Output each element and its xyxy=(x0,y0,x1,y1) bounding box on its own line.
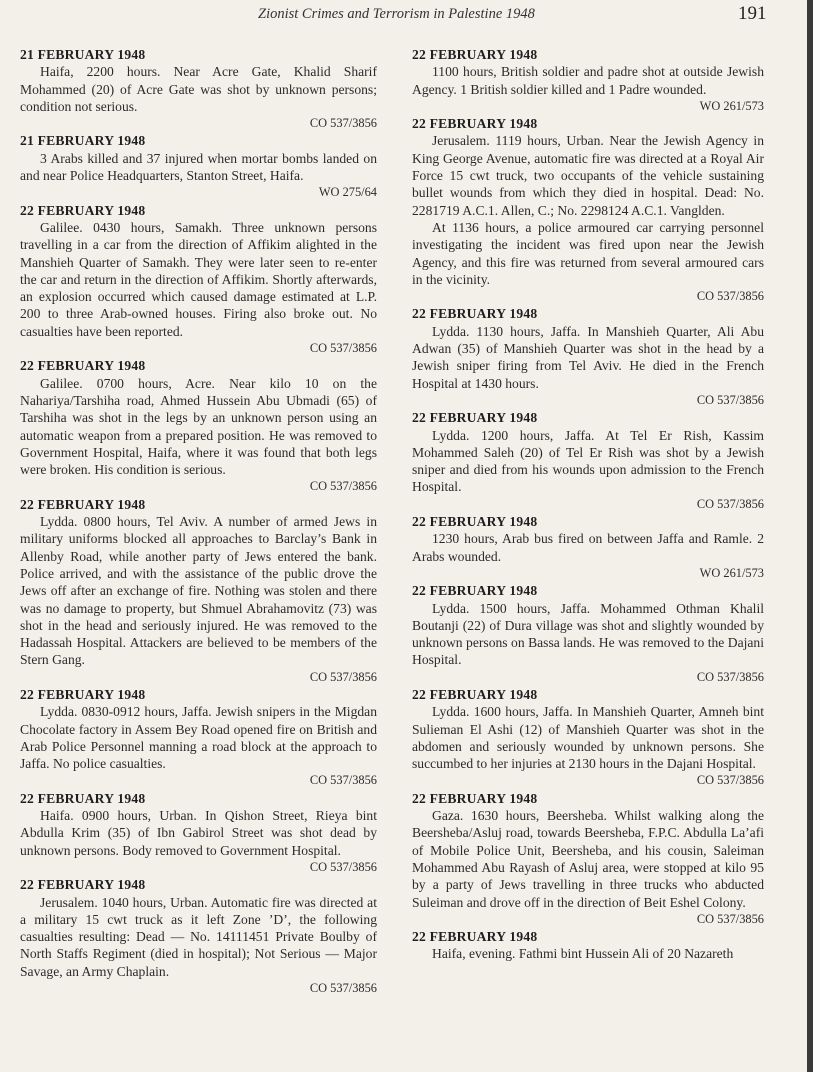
entry-paragraph: 1230 hours, Arab bus fired on between Jaffa and Ramle. 2 Arabs wounded. xyxy=(412,531,764,564)
entry-paragraph: Lydda. 0830-0912 hours, Jaffa. Jewish snipers in the Migdan Chocolate factory in Assem Bey Road opened fire on British and Arab Police Personnel manning a road block at the approach to Jaffa. No police casualties. xyxy=(20,704,377,772)
archive-reference: CO 537/3856 xyxy=(309,669,377,684)
entry-paragraph: Gaza. 1630 hours, Beersheba. Whilst walking along the Beersheba/Asluj road, towards Beersheba, F.P.C. Abdulla La’afi of Mobile Police Unit, Beersheba, and his cousin, Saleiman Mohammed Abu Rayash of Asluj area, were stopped at kilo 95 by a party of Jews travelling in three trucks who abducted Suleiman and drove off in the direction of Beit Eshel Colony. xyxy=(412,808,764,910)
entry-paragraph: At 1136 hours, a police armoured car carrying personnel investigating the incident was fired upon near the Jewish Agency, and this fire was returned from several armoured cars in the vicinity. xyxy=(412,219,764,287)
archive-reference: CO 537/3856 xyxy=(696,911,764,926)
entry-date: 22 FEBRUARY 1948 xyxy=(412,116,538,132)
entry-body xyxy=(20,703,377,772)
entry-date: 22 FEBRUARY 1948 xyxy=(20,202,146,218)
entry-paragraph: Haifa, 2200 hours. Near Acre Gate, Khalid Sharif Mohammed (20) of Acre Gate was shot by unknown persons; condition not serious. xyxy=(20,64,377,114)
entry-date: 22 FEBRUARY 1948 xyxy=(20,877,146,893)
entry-date: 22 FEBRUARY 1948 xyxy=(20,358,146,374)
log-entry xyxy=(20,202,377,358)
entry-body xyxy=(20,150,377,185)
entry-paragraph: Jerusalem. 1119 hours, Urban. Near the Jewish Agency in King George Avenue, automatic fire was directed at a Royal Air Force 15 cwt truck, two occupants of the vehicle sustaining bullet wounds from which they died in hospital. Dead: No. 2281719 A.C.1. Allen, C.; No. 2298124 A.C.1. Vanglden. xyxy=(412,133,764,218)
left-column xyxy=(20,46,377,997)
log-entry xyxy=(20,876,377,997)
log-entry xyxy=(20,686,377,790)
entry-date: 22 FEBRUARY 1948 xyxy=(412,514,538,530)
archive-reference: CO 537/3856 xyxy=(696,289,764,304)
log-entry xyxy=(412,928,764,963)
log-entry xyxy=(412,409,764,513)
archive-reference: WO 261/573 xyxy=(699,98,764,113)
entry-paragraph: Haifa. 0900 hours, Urban. In Qishon Street, Rieya bint Abdulla Krim (35) of Ibn Gabirol Street was shot dead by unknown persons. Body removed to Government Hospital. xyxy=(20,808,377,858)
entry-body xyxy=(412,323,764,392)
archive-reference: CO 537/3856 xyxy=(309,859,377,874)
log-entry xyxy=(20,132,377,201)
entry-date: 22 FEBRUARY 1948 xyxy=(412,583,538,599)
entry-date: 22 FEBRUARY 1948 xyxy=(412,686,538,702)
entry-body xyxy=(20,375,377,479)
entry-body xyxy=(20,894,377,980)
entry-paragraph: 1100 hours, British soldier and padre shot at outside Jewish Agency. 1 British soldier killed and 1 Padre wounded. xyxy=(412,64,764,97)
entry-date: 22 FEBRUARY 1948 xyxy=(412,47,538,62)
entry-body xyxy=(412,945,764,962)
page-number: 191 xyxy=(738,3,767,24)
log-entry xyxy=(20,46,377,132)
entry-body xyxy=(412,530,764,565)
entry-body xyxy=(412,600,764,669)
log-entry xyxy=(20,496,377,686)
entry-date: 22 FEBRUARY 1948 xyxy=(412,410,538,426)
entry-date: 22 FEBRUARY 1948 xyxy=(412,306,538,322)
archive-reference: CO 537/3856 xyxy=(309,479,377,494)
right-column xyxy=(412,46,764,963)
archive-reference: CO 537/3856 xyxy=(309,773,377,788)
entry-paragraph: Lydda. 1500 hours, Jaffa. Mohammed Othman Khalil Boutanji (22) of Dura village was shot and slightly wounded by unknown persons on Bassa lands. He was removed to the Dajani Hospital. xyxy=(412,600,764,668)
entry-body xyxy=(412,132,764,288)
entry-paragraph: Galilee. 0700 hours, Acre. Near kilo 10 on the Nahariya/Tarshiha road, Ahmed Hussein Abu Ubmadi (65) of Tarshiha was shot in the legs by an unknown person using an automatic weapon from a prepared position. He was removed to Government Hospital, Haifa, where it was found that both legs were broken. His condition is serious. xyxy=(20,375,377,478)
log-entry xyxy=(412,305,764,409)
entry-body xyxy=(20,807,377,859)
entry-date: 22 FEBRUARY 1948 xyxy=(20,686,146,702)
log-entry xyxy=(412,686,764,790)
archive-reference: CO 537/3856 xyxy=(696,669,764,684)
archive-reference: CO 537/3856 xyxy=(309,116,377,131)
running-title: Zionist Crimes and Terrorism in Palestine 1948 xyxy=(258,6,535,22)
entry-date: 22 FEBRUARY 1948 xyxy=(20,496,146,512)
running-header xyxy=(0,0,813,30)
archive-reference: CO 537/3856 xyxy=(696,496,764,511)
archive-reference: CO 537/3856 xyxy=(309,981,377,996)
entry-body xyxy=(412,807,764,911)
entry-paragraph: Lydda. 1200 hours, Jaffa. At Tel Er Rish, Kassim Mohammed Saleh (20) of Tel Er Rish was shot by a Jewish sniper and died from his wounds upon admission to the French Hospital. xyxy=(412,427,764,495)
entry-paragraph: Galilee. 0430 hours, Samakh. Three unknown persons travelling in a car from the direction of Affikim alighted in the Manshieh Quarter of Samakh. They were later seen to re-enter the car and return in the direction of Affikim. Shortly afterwards, an explosion occurred which caused damage estimated at L.P. 200 to three Arab-owned houses. Firing also broke out. No casualties have been reported. xyxy=(20,219,377,339)
archive-reference: WO 261/573 xyxy=(699,565,764,580)
archive-reference: CO 537/3856 xyxy=(696,392,764,407)
entry-date: 22 FEBRUARY 1948 xyxy=(412,929,538,945)
page-edge-shadow xyxy=(807,0,813,1072)
entry-body xyxy=(412,703,764,772)
entry-paragraph: Lydda. 0800 hours, Tel Aviv. A number of armed Jews in military uniforms blocked all approaches to Barclay’s Bank in Allenby Road, while another party of Jews entered the bank. Police arrived, and with the assistance of the public drove the Jews off after an exchange of fire. Nothing was stolen and there was no damage to property, but Shmuel Abrahamovitz (73) was shot in the head and seriously injured. He was removed to the Hadassah Hospital. Attackers are believed to be members of the Stern Gang. xyxy=(20,514,377,668)
entry-paragraph: Lydda. 1600 hours, Jaffa. In Manshieh Quarter, Amneh bint Sulieman El Ashi (12) of Manshieh Quarter was shot in the abdomen and seriously wounded by unknown persons. She succumbed to her injuries at 2130 hours in the Dajani Hospital. xyxy=(412,704,764,772)
entry-body xyxy=(412,427,764,496)
entry-paragraph: 3 Arabs killed and 37 injured when mortar bombs landed on and near Police Headquarters, Stanton Street, Haifa. xyxy=(20,150,377,184)
log-entry xyxy=(412,790,764,928)
entry-date: 22 FEBRUARY 1948 xyxy=(20,790,146,806)
log-entry xyxy=(412,513,764,582)
log-entry xyxy=(412,46,764,115)
log-entry xyxy=(20,790,377,876)
entry-date: 22 FEBRUARY 1948 xyxy=(412,790,538,806)
entry-body xyxy=(20,513,377,669)
entry-date: 21 FEBRUARY 1948 xyxy=(20,133,146,149)
entry-body xyxy=(20,219,377,340)
entry-paragraph: Jerusalem. 1040 hours, Urban. Automatic fire was directed at a military 15 cwt truck as it left Zone ’D’, the following casualties resulting: Dead — No. 14111451 Private Boulby of North Staffs Regiment (died in hospital); Not Serious — Major Savage, an Army Chaplain. xyxy=(20,894,377,979)
log-entry xyxy=(20,357,377,495)
archive-reference: CO 537/3856 xyxy=(696,773,764,788)
entry-date: 21 FEBRUARY 1948 xyxy=(20,47,146,62)
entry-paragraph: Lydda. 1130 hours, Jaffa. In Manshieh Quarter, Ali Abu Adwan (35) of Manshieh Quarter was shot in the head by a Jewish sniper firing from Tel Aviv. He died in the French Hospital at 1430 hours. xyxy=(412,323,764,391)
entry-body xyxy=(412,63,764,98)
log-entry xyxy=(412,115,764,305)
archive-reference: WO 275/64 xyxy=(318,185,377,200)
log-entry xyxy=(412,582,764,686)
entry-body xyxy=(20,63,377,115)
archive-reference: CO 537/3856 xyxy=(309,341,377,356)
entry-paragraph: Haifa, evening. Fathmi bint Hussein Ali of 20 Nazareth xyxy=(432,946,734,962)
